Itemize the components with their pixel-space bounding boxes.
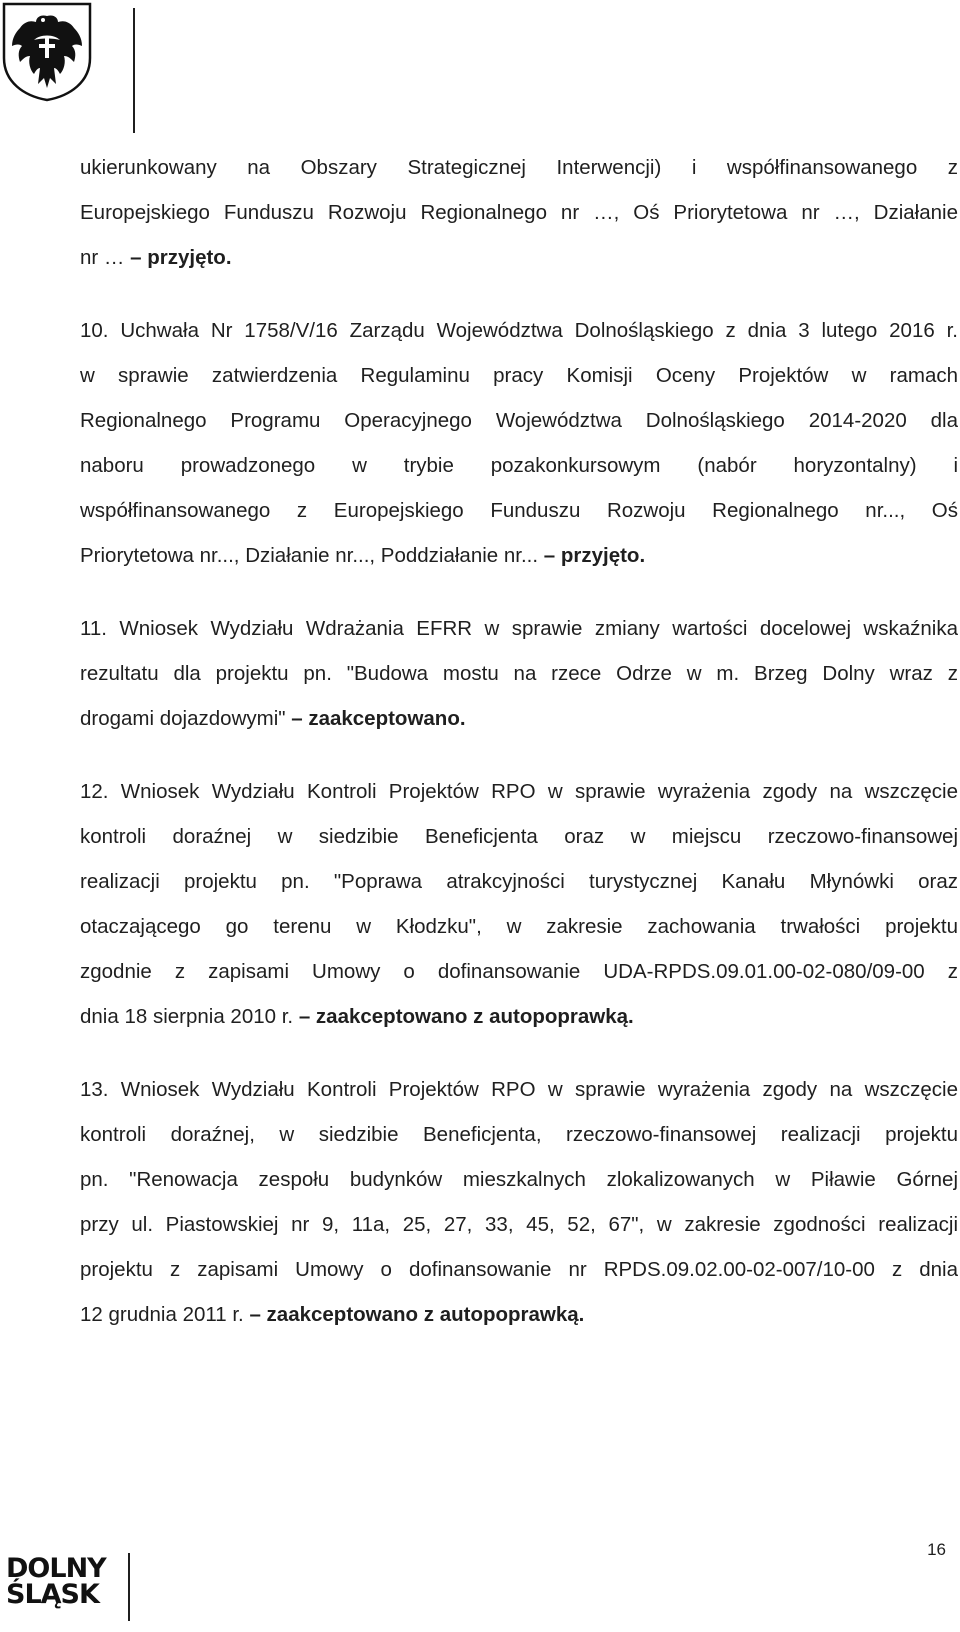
text-line: 13. Wniosek Wydziału Kontroli Projektów RPO w sprawie wyrażenia zgody na wszczęcie [80, 1078, 958, 1101]
text-line [80, 533, 958, 578]
agenda-item-12 [80, 769, 958, 1039]
text-line: zgodnie z zapisami Umowy o dofinansowanie UDA-RPDS.09.01.00-02-080/09-00 z [80, 960, 958, 983]
line-text: Priorytetowa nr..., Działanie nr..., Poddziałanie nr... [80, 544, 544, 567]
line-text: dnia 18 sierpnia 2010 r. [80, 1005, 299, 1028]
footer-divider [128, 1553, 130, 1621]
eagle-coat-of-arms-icon [0, 0, 94, 102]
text-line [80, 1292, 958, 1337]
text-line: realizacji projektu pn. "Poprawa atrakcyjności turystycznej Kanału Młynówki oraz [80, 870, 958, 893]
decision-status: – zaakceptowano. [291, 707, 466, 730]
line-text: drogami dojazdowymi" [80, 707, 292, 730]
agenda-item-11 [80, 606, 958, 741]
text-line: kontroli doraźnej w siedzibie Beneficjenta oraz w miejscu rzeczowo-finansowej [80, 825, 958, 848]
line-text: 12 grudnia 2011 r. [80, 1303, 250, 1326]
text-line: przy ul. Piastowskiej nr 9, 11a, 25, 27, 33, 45, 52, 67", w zakresie zgodności realizacji [80, 1213, 958, 1236]
paragraph-continuation [80, 145, 958, 280]
text-line: 11. Wniosek Wydziału Wdrażania EFRR w sprawie zmiany wartości docelowej wskaźnika [80, 617, 958, 640]
agenda-item-13 [80, 1067, 958, 1337]
text-line: rezultatu dla projektu pn. "Budowa mostu na rzece Odrze w m. Brzeg Dolny wraz z [80, 662, 958, 685]
text-line: 12. Wniosek Wydziału Kontroli Projektów RPO w sprawie wyrażenia zgody na wszczęcie [80, 780, 958, 803]
text-line: ukierunkowany na Obszary Strategicznej Interwencji) i współfinansowanego z [80, 156, 958, 179]
decision-status: – zaakceptowano z autopoprawką. [249, 1303, 585, 1326]
document-body [80, 145, 958, 1337]
line-text: nr … [80, 246, 131, 269]
text-line [80, 994, 958, 1039]
text-line: projektu z zapisami Umowy o dofinansowanie nr RPDS.09.02.00-02-007/10-00 z dnia [80, 1258, 958, 1281]
decision-status: – przyjęto. [130, 246, 232, 269]
text-line: kontroli doraźnej, w siedzibie Beneficjenta, rzeczowo-finansowej realizacji projektu [80, 1123, 958, 1146]
text-line: pn. "Renowacja zespołu budynków mieszkalnych zlokalizowanych w Piławie Górnej [80, 1168, 958, 1191]
text-line: w sprawie zatwierdzenia Regulaminu pracy Komisji Oceny Projektów w ramach [80, 364, 958, 387]
decision-status: – zaakceptowano z autopoprawką. [298, 1005, 634, 1028]
coat-of-arms-logo [0, 0, 94, 102]
logo-line-1: DOLNY [6, 1553, 106, 1584]
text-line [80, 235, 958, 280]
agenda-item-10 [80, 308, 958, 578]
text-line [80, 696, 958, 741]
text-line: otaczającego go terenu w Kłodzku", w zakresie zachowania trwałości projektu [80, 915, 958, 938]
header-divider [133, 8, 135, 133]
text-line: współfinansowanego z Europejskiego Funduszu Rozwoju Regionalnego nr..., Oś [80, 499, 958, 522]
text-line: Europejskiego Funduszu Rozwoju Regionalnego nr …, Oś Priorytetowa nr …, Działanie [80, 201, 958, 224]
text-line: 10. Uchwała Nr 1758/V/16 Zarządu Województwa Dolnośląskiego z dnia 3 lutego 2016 r. [80, 319, 958, 342]
text-line: Regionalnego Programu Operacyjnego Województwa Dolnośląskiego 2014-2020 dla [80, 409, 958, 432]
logo-line-2: ŚLĄSK [6, 1579, 99, 1610]
text-line: naboru prowadzonego w trybie pozakonkursowym (nabór horyzontalny) i [80, 454, 958, 477]
dolny-slask-logo [6, 1553, 106, 1610]
page-number: 16 [927, 1540, 946, 1559]
decision-status: – przyjęto. [543, 544, 646, 567]
